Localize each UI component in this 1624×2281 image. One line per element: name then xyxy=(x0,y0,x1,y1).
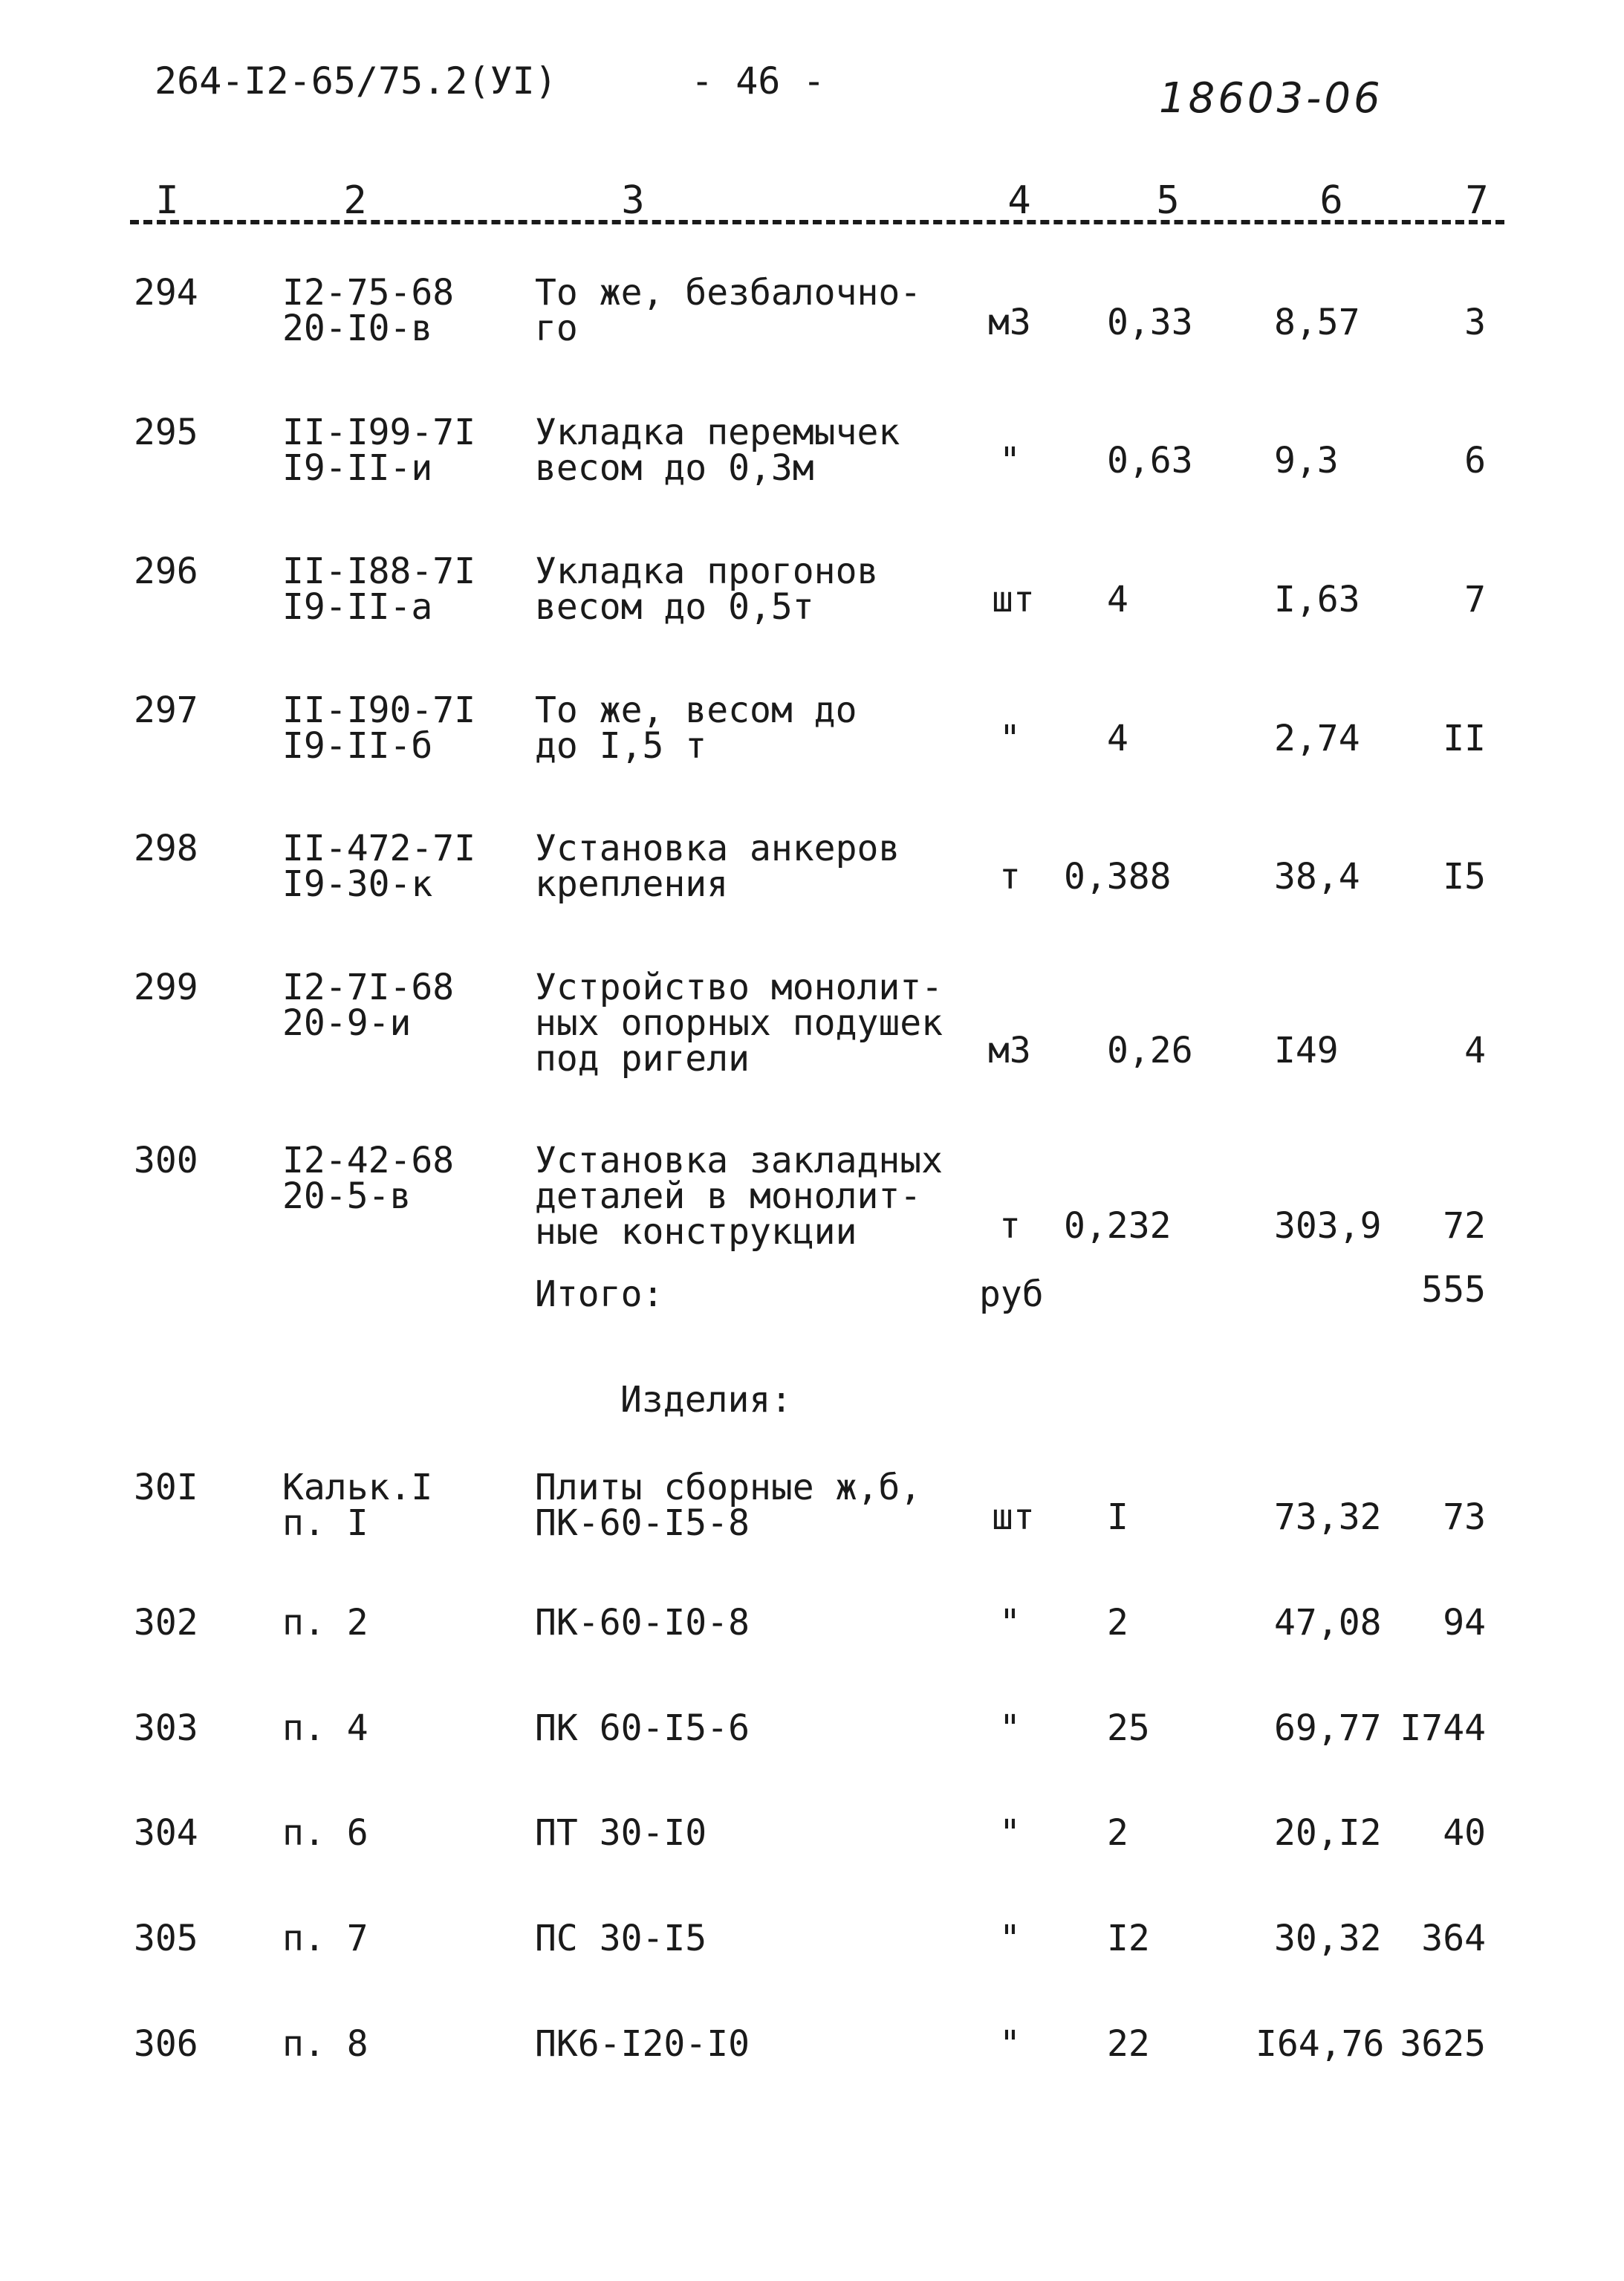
row-294-quantity: 0,33 xyxy=(1107,302,1193,343)
row-297-number: 297 xyxy=(134,690,198,731)
row-300-description: Установка закладных деталей в монолит- ные конструкции xyxy=(535,1140,943,1253)
row-302-description: ПК-60-I0-8 xyxy=(535,1602,750,1644)
row-295-description: Укладка перемычек весом до 0,3м xyxy=(535,412,900,489)
row-297-reference: II-I90-7I I9-II-б xyxy=(282,690,476,767)
row-296-description: Укладка прогонов весом до 0,5т xyxy=(535,551,879,628)
row-295-reference: II-I99-7I I9-II-и xyxy=(282,412,476,489)
row-299-number: 299 xyxy=(134,967,198,1008)
row-305-price: 30,32 xyxy=(1274,1918,1382,1959)
row-300-number: 300 xyxy=(134,1140,198,1181)
row-300-price: 303,9 xyxy=(1274,1205,1382,1247)
header-divider xyxy=(130,220,1504,224)
row-301-number: 30I xyxy=(134,1467,198,1508)
row-297-total: II xyxy=(1443,718,1486,759)
row-296-quantity: 4 xyxy=(1107,579,1128,620)
row-306-number: 306 xyxy=(134,2023,198,2065)
row-304-quantity: 2 xyxy=(1107,1812,1128,1854)
row-306-quantity: 22 xyxy=(1107,2023,1150,2065)
row-299-reference: I2-7I-68 20-9-и xyxy=(282,967,455,1044)
row-299-price: I49 xyxy=(1274,1030,1339,1071)
row-299-unit: м3 xyxy=(988,1030,1031,1071)
section-title: Изделия: xyxy=(620,1379,793,1421)
column-number-2: 2 xyxy=(343,178,367,223)
row-305-quantity: I2 xyxy=(1107,1918,1150,1959)
subtotal-label: Итого: xyxy=(535,1273,664,1315)
row-304-total: 40 xyxy=(1443,1812,1486,1854)
column-number-6: 6 xyxy=(1319,178,1343,223)
row-298-description: Установка анкеров крепления xyxy=(535,828,900,905)
row-304-unit: " xyxy=(999,1812,1021,1854)
row-295-total: 6 xyxy=(1464,440,1486,481)
row-302-number: 302 xyxy=(134,1602,198,1644)
row-298-total: I5 xyxy=(1443,856,1486,898)
row-299-total: 4 xyxy=(1464,1030,1486,1071)
column-number-3: 3 xyxy=(621,178,645,223)
row-300-total: 72 xyxy=(1443,1205,1486,1247)
handwritten-number: 18603-06 xyxy=(1159,74,1383,123)
row-304-number: 304 xyxy=(134,1812,198,1854)
row-301-description: Плиты сборные ж,б, ПК-60-I5-8 xyxy=(535,1467,922,1544)
row-301-price: 73,32 xyxy=(1274,1496,1382,1538)
row-296-price: I,63 xyxy=(1274,579,1360,620)
column-number-5: 5 xyxy=(1156,178,1180,223)
row-294-unit: м3 xyxy=(988,302,1031,343)
row-295-number: 295 xyxy=(134,412,198,453)
row-305-unit: " xyxy=(999,1918,1021,1959)
row-297-description: То же, весом до до I,5 т xyxy=(535,690,857,767)
row-298-quantity: 0,388 xyxy=(1064,856,1172,898)
row-303-price: 69,77 xyxy=(1274,1707,1382,1749)
subtotal-total: 555 xyxy=(1421,1269,1486,1311)
column-number-1: I xyxy=(155,178,179,223)
row-298-price: 38,4 xyxy=(1274,856,1360,898)
row-305-reference: п. 7 xyxy=(282,1918,368,1959)
row-298-number: 298 xyxy=(134,828,198,869)
column-number-7: 7 xyxy=(1465,178,1489,223)
row-305-description: ПС 30-I5 xyxy=(535,1918,707,1959)
row-296-reference: II-I88-7I I9-II-а xyxy=(282,551,476,628)
row-296-total: 7 xyxy=(1464,579,1486,620)
page-number: - 46 - xyxy=(691,59,825,103)
row-294-description: То же, безбалочно- го xyxy=(535,272,922,349)
row-299-description: Устройство монолит- ных опорных подушек под ригели xyxy=(535,967,943,1080)
row-304-description: ПТ 30-I0 xyxy=(535,1812,707,1854)
row-300-unit: т xyxy=(999,1205,1021,1247)
row-304-price: 20,I2 xyxy=(1274,1812,1382,1854)
row-296-number: 296 xyxy=(134,551,198,592)
row-303-reference: п. 4 xyxy=(282,1707,368,1749)
row-305-number: 305 xyxy=(134,1918,198,1959)
row-296-unit: шт xyxy=(992,579,1035,620)
row-302-unit: " xyxy=(999,1602,1021,1644)
row-303-description: ПК 60-I5-6 xyxy=(535,1707,750,1749)
row-301-quantity: I xyxy=(1107,1496,1128,1538)
row-297-unit: " xyxy=(999,718,1021,759)
row-302-quantity: 2 xyxy=(1107,1602,1128,1644)
row-298-reference: II-472-7I I9-30-к xyxy=(282,828,476,905)
row-299-quantity: 0,26 xyxy=(1107,1030,1193,1071)
row-294-number: 294 xyxy=(134,272,198,314)
row-302-reference: п. 2 xyxy=(282,1602,368,1644)
row-300-reference: I2-42-68 20-5-в xyxy=(282,1140,455,1217)
row-304-reference: п. 6 xyxy=(282,1812,368,1854)
row-298-unit: т xyxy=(999,856,1021,898)
row-306-description: ПК6-I20-I0 xyxy=(535,2023,750,2065)
row-302-price: 47,08 xyxy=(1274,1602,1382,1644)
document-code: 264-I2-65/75.2(УI) xyxy=(155,59,557,103)
row-294-reference: I2-75-68 20-I0-в xyxy=(282,272,455,349)
row-302-total: 94 xyxy=(1443,1602,1486,1644)
row-303-unit: " xyxy=(999,1707,1021,1749)
row-295-quantity: 0,63 xyxy=(1107,440,1193,481)
row-306-reference: п. 8 xyxy=(282,2023,368,2065)
row-306-price: I64,76 xyxy=(1256,2023,1385,2065)
subtotal-unit: руб xyxy=(979,1273,1044,1315)
row-297-price: 2,74 xyxy=(1274,718,1360,759)
row-294-price: 8,57 xyxy=(1274,302,1360,343)
row-301-total: 73 xyxy=(1443,1496,1486,1538)
row-300-quantity: 0,232 xyxy=(1064,1205,1172,1247)
row-294-total: 3 xyxy=(1464,302,1486,343)
row-295-price: 9,3 xyxy=(1274,440,1339,481)
row-306-total: 3625 xyxy=(1400,2023,1486,2065)
row-295-unit: " xyxy=(999,440,1021,481)
column-number-4: 4 xyxy=(1007,178,1031,223)
row-301-unit: шт xyxy=(992,1496,1035,1538)
row-303-quantity: 25 xyxy=(1107,1707,1150,1749)
row-303-number: 303 xyxy=(134,1707,198,1749)
row-297-quantity: 4 xyxy=(1107,718,1128,759)
row-306-unit: " xyxy=(999,2023,1021,2065)
row-303-total: I744 xyxy=(1400,1707,1486,1749)
row-305-total: 364 xyxy=(1421,1918,1486,1959)
row-301-reference: Кальк.I п. I xyxy=(282,1467,433,1544)
